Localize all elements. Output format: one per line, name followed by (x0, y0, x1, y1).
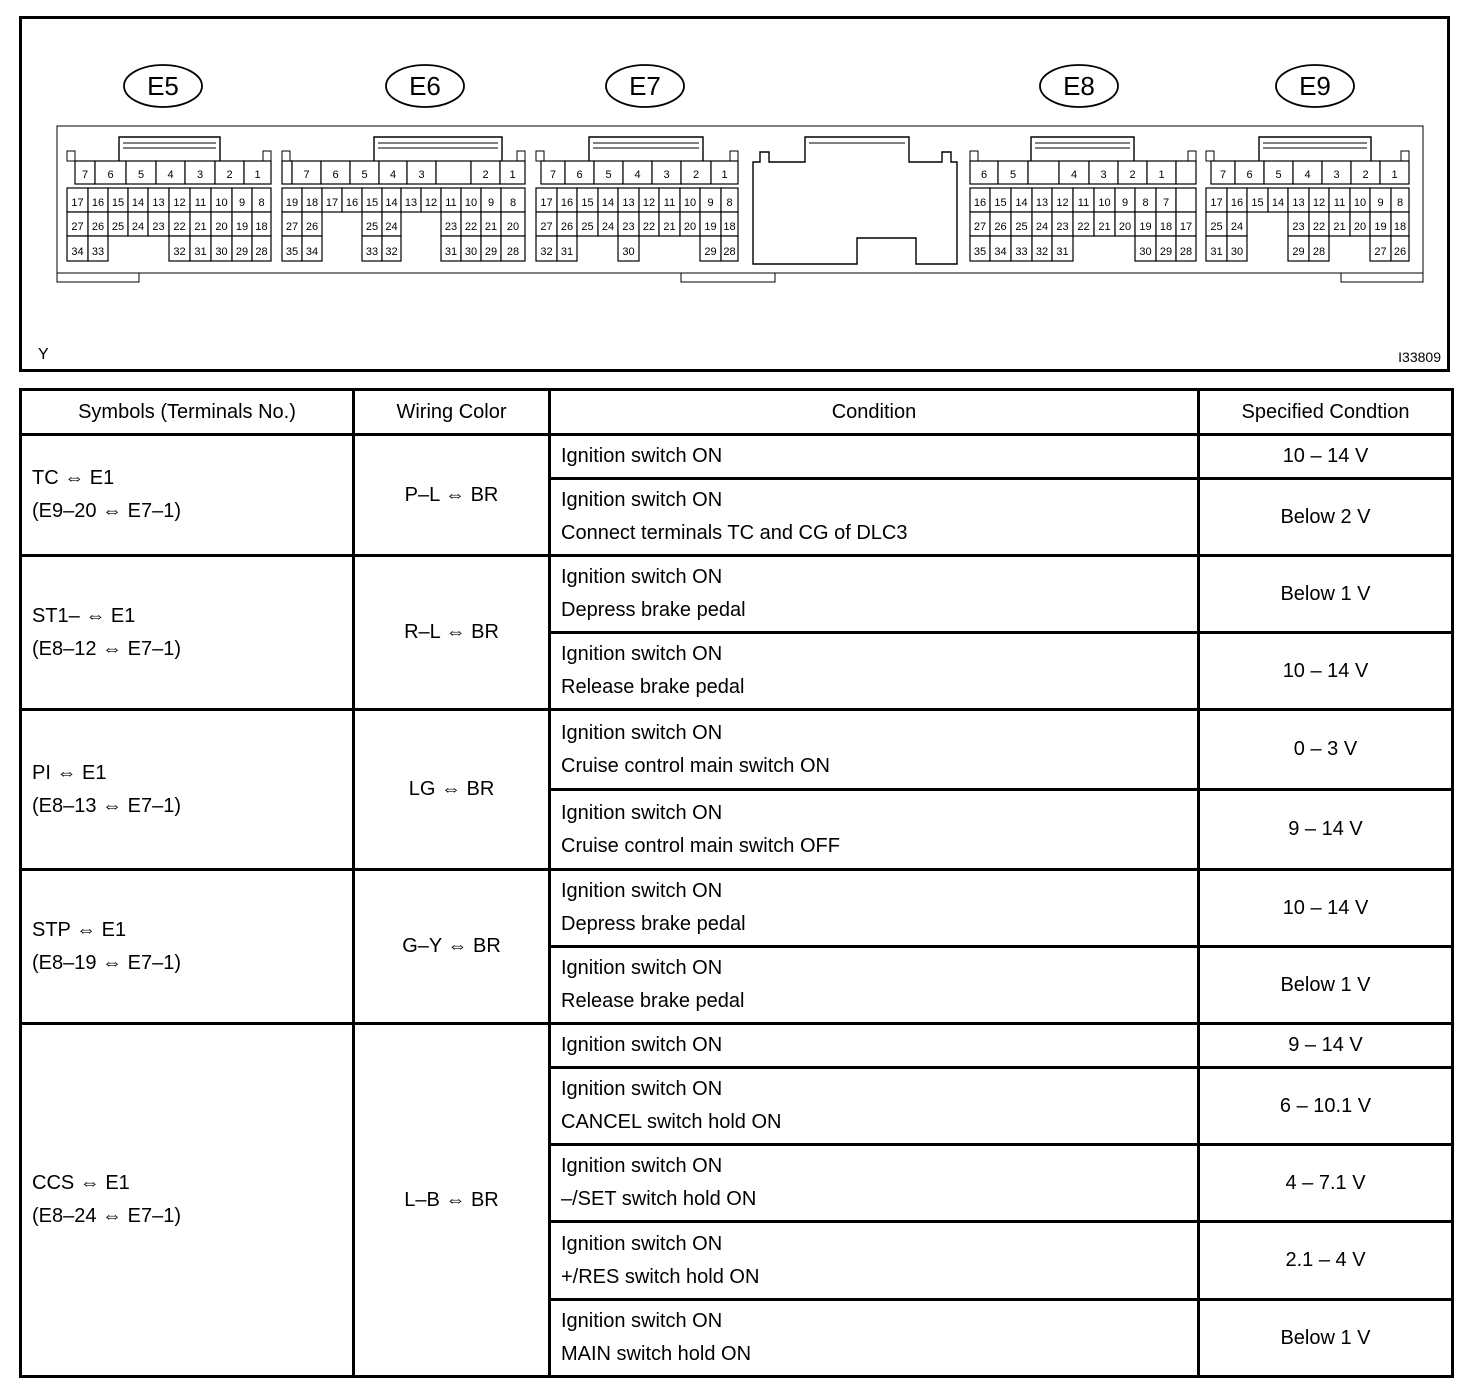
terminal-numbers: (E8–13 ⇔ E7–1) (32, 794, 181, 817)
terminal-number: 29 (484, 246, 498, 258)
terminal-cell (436, 161, 471, 184)
terminal-number: 3 (663, 169, 670, 181)
terminal-number: 21 (484, 221, 498, 233)
terminal-number: 6 (576, 169, 583, 181)
terminal-number: 16 (91, 197, 105, 209)
terminal-number: 19 (235, 221, 249, 233)
terminal-number: 11 (1333, 197, 1346, 209)
terminal-number: 33 (91, 246, 105, 258)
table-row (21, 556, 1453, 633)
terminal-number: 2 (482, 169, 489, 181)
condition-line: Cruise control main switch OFF (561, 834, 840, 857)
terminal-number: 25 (111, 221, 125, 233)
terminal-number: 5 (361, 169, 368, 181)
terminal-number: 8 (509, 197, 517, 209)
terminal-number: 13 (152, 197, 165, 209)
terminal-number: 25 (1015, 221, 1028, 233)
terminal-number: 22 (464, 221, 478, 233)
condition-line: Release brake pedal (561, 676, 745, 698)
specified-condition-cell: 10 – 14 V (1199, 633, 1453, 710)
terminal-number: 13 (1035, 197, 1049, 209)
terminal-number: 27 (71, 221, 84, 233)
condition-line: +/RES switch hold ON (561, 1265, 760, 1288)
terminal-number: 29 (235, 246, 249, 258)
terminal-number: 20 (1118, 221, 1132, 233)
terminal-number: 16 (560, 197, 574, 209)
terminal-number: 31 (444, 246, 458, 258)
figure-id: I33809 (1398, 349, 1441, 365)
terminal-number: 2 (1129, 169, 1136, 181)
terminal-number: 15 (365, 197, 379, 209)
symbol-cell (21, 710, 354, 870)
condition-line: MAIN switch hold ON (561, 1343, 752, 1365)
terminal-number: 28 (1179, 246, 1193, 258)
terminal-number: 18 (255, 221, 268, 233)
terminal-number: 4 (1070, 169, 1078, 181)
condition-line: Ignition switch ON (561, 1034, 723, 1056)
terminal-number: 16 (345, 197, 359, 209)
condition-line: Depress brake pedal (561, 599, 746, 621)
terminal-number: 20 (506, 221, 520, 233)
table-row (21, 710, 1453, 790)
terminal-number: 15 (111, 197, 125, 209)
terminal-number: 11 (1077, 197, 1090, 209)
condition-cell (550, 556, 1199, 633)
specified-condition-cell: Below 2 V (1199, 479, 1453, 556)
condition-line: Depress brake pedal (561, 913, 746, 935)
terminal-number: 24 (601, 221, 615, 233)
terminal-number: 10 (683, 197, 697, 209)
connector-ear (282, 151, 290, 161)
terminal-number: 1 (1158, 169, 1165, 181)
terminal-number: 26 (305, 221, 319, 233)
specified-condition-cell: 2.1 – 4 V (1199, 1222, 1453, 1300)
terminal-number: 11 (663, 197, 676, 209)
terminal-number: 8 (258, 197, 265, 209)
terminal-number: 26 (994, 221, 1007, 233)
symbol-cell (21, 870, 354, 1024)
terminal-number: 29 (1292, 246, 1305, 258)
terminal-number: 12 (424, 197, 438, 209)
specified-condition-cell: Below 1 V (1199, 556, 1453, 633)
condition-line: CANCEL switch hold ON (561, 1111, 782, 1133)
terminal-number: 26 (1393, 246, 1407, 258)
terminal-number: 25 (365, 221, 379, 233)
table-header-row (21, 390, 1453, 435)
terminal-number: 15 (994, 197, 1007, 209)
terminal-number: 13 (622, 197, 635, 209)
terminal-number: 5 (137, 169, 145, 181)
terminal-number: 30 (215, 246, 228, 258)
specified-condition-cell: 4 – 7.1 V (1199, 1145, 1453, 1222)
condition-line: Ignition switch ON (561, 721, 723, 744)
connector-bottom-tab (1341, 273, 1423, 282)
terminal-number: 24 (1230, 221, 1244, 233)
terminal-number: 10 (464, 197, 478, 209)
specified-condition-cell: 10 – 14 V (1199, 435, 1453, 479)
figure-corner-label: Y (38, 346, 49, 363)
terminal-numbers: (E9–20 ⇔ E7–1) (32, 500, 181, 522)
table-row (21, 1024, 1453, 1068)
terminal-number: 32 (1035, 246, 1049, 258)
terminal-number: 18 (1159, 221, 1173, 233)
terminal-number: 4 (634, 169, 641, 181)
specified-condition-cell: 10 – 14 V (1199, 870, 1453, 947)
terminal-number: 6 (332, 169, 339, 181)
terminal-number: 7 (81, 169, 89, 181)
specified-condition-cell: Below 1 V (1199, 1300, 1453, 1377)
terminal-number: 21 (663, 221, 676, 233)
condition-line: Ignition switch ON (561, 1155, 723, 1177)
terminal-number: 10 (215, 197, 228, 209)
terminal-number: 5 (605, 169, 612, 181)
condition-line: Ignition switch ON (561, 1232, 723, 1255)
header-wiring-color: Wiring Color (354, 390, 550, 435)
connector-latch (589, 137, 703, 161)
terminal-number: 9 (487, 197, 495, 209)
symbol-label: STP ⇔ E1 (32, 918, 127, 941)
terminal-number: 31 (560, 246, 574, 258)
terminal-number: 19 (1139, 221, 1152, 233)
terminal-numbers: (E8–19 ⇔ E7–1) (32, 951, 181, 974)
terminal-number: 34 (71, 246, 84, 258)
terminal-number: 23 (622, 221, 635, 233)
condition-cell (550, 710, 1199, 790)
condition-line: Ignition switch ON (561, 566, 723, 588)
condition-line: Ignition switch ON (561, 957, 723, 979)
terminal-number: 6 (107, 169, 114, 181)
terminal-number: 1 (721, 169, 728, 181)
terminal-number: 28 (1312, 246, 1326, 258)
condition-line: Ignition switch ON (561, 489, 723, 511)
terminal-number: 32 (385, 246, 398, 258)
terminal-number: 17 (540, 197, 553, 209)
terminal-number: 19 (704, 221, 717, 233)
terminal-number: 14 (131, 197, 145, 209)
terminal-number: 2 (226, 169, 233, 181)
condition-cell (550, 947, 1199, 1024)
terminal-number: 1 (254, 169, 261, 181)
condition-line: Ignition switch ON (561, 801, 723, 824)
wiring-color-cell: P–L ⇔ BR (354, 435, 550, 556)
condition-cell (550, 1222, 1199, 1300)
terminal-number: 4 (389, 169, 397, 181)
terminal-number: 5 (1275, 169, 1282, 181)
terminal-number: 5 (1009, 169, 1017, 181)
condition-cell (550, 1068, 1199, 1145)
connector-latch (1259, 137, 1371, 161)
terminal-number: 3 (196, 169, 204, 181)
terminal-number: 28 (506, 246, 520, 258)
condition-cell (550, 790, 1199, 870)
terminal-number: 9 (707, 197, 714, 209)
terminal-number: 7 (1219, 169, 1227, 181)
connector-ear (536, 151, 544, 161)
terminal-number: 21 (194, 221, 207, 233)
wiring-color-cell: L–B ⇔ BR (354, 1024, 550, 1377)
connector-ear (67, 151, 75, 161)
terminal-number: 18 (723, 221, 736, 233)
terminal-number: 21 (1098, 221, 1111, 233)
terminal-number: 24 (1035, 221, 1049, 233)
terminal-number: 30 (1230, 246, 1244, 258)
terminal-number: 27 (285, 221, 299, 233)
condition-line: Ignition switch ON (561, 445, 723, 467)
condition-line: –/SET switch hold ON (561, 1188, 757, 1210)
terminal-number: 16 (973, 197, 987, 209)
terminal-number: 30 (464, 246, 478, 258)
terminal-number: 14 (385, 197, 398, 209)
symbol-cell (21, 435, 354, 556)
specified-condition-cell: 6 – 10.1 V (1199, 1068, 1453, 1145)
terminal-cell (1176, 161, 1196, 184)
symbol-label: TC ⇔ E1 (32, 467, 115, 489)
terminal-number: 35 (973, 246, 987, 258)
terminal-number: 22 (642, 221, 656, 233)
terminal-number: 23 (152, 221, 165, 233)
terminal-number: 6 (1246, 169, 1253, 181)
terminal-number: 6 (980, 169, 988, 181)
condition-line: Ignition switch ON (561, 1078, 723, 1100)
connector-label: E5 (147, 71, 179, 101)
terminal-number: 27 (1374, 246, 1387, 258)
terminal-number: 24 (131, 221, 145, 233)
condition-cell (550, 479, 1199, 556)
terminal-number: 25 (581, 221, 594, 233)
empty-connector-housing (753, 137, 957, 264)
terminal-number: 31 (1210, 246, 1223, 258)
terminal-number: 14 (1271, 197, 1285, 209)
terminal-number: 30 (1139, 246, 1152, 258)
terminal-number: 2 (692, 169, 700, 181)
terminal-number: 15 (581, 197, 594, 209)
terminal-number: 31 (194, 246, 207, 258)
terminal-number: 8 (1396, 197, 1404, 209)
terminal-number: 21 (1333, 221, 1346, 233)
terminal-number: 26 (560, 221, 574, 233)
terminal-number: 8 (1142, 197, 1149, 209)
terminal-number: 10 (1353, 197, 1367, 209)
terminal-number: 15 (1251, 197, 1264, 209)
condition-cell (550, 1024, 1199, 1068)
terminal-number: 33 (365, 246, 379, 258)
connector-ear (970, 151, 978, 161)
condition-line: Ignition switch ON (561, 1310, 723, 1332)
condition-line: Ignition switch ON (561, 880, 723, 902)
terminal-number: 13 (404, 197, 418, 209)
table-row (21, 870, 1453, 947)
terminal-number: 14 (601, 197, 615, 209)
connector-label: E9 (1299, 71, 1331, 101)
terminal-number: 34 (994, 246, 1007, 258)
connector-diagram (19, 16, 1450, 372)
terminal-number: 20 (215, 221, 228, 233)
terminal-number: 32 (540, 246, 553, 258)
terminal-number: 31 (1056, 246, 1069, 258)
terminal-number: 9 (238, 197, 246, 209)
symbol-cell (21, 1024, 354, 1377)
terminal-number: 34 (305, 246, 319, 258)
terminal-number: 18 (1393, 221, 1407, 233)
condition-cell (550, 633, 1199, 710)
symbol-label: PI ⇔ E1 (32, 761, 107, 784)
connector-bottom-tab (681, 273, 775, 282)
terminal-number: 17 (71, 197, 84, 209)
connector-ear (1188, 151, 1196, 161)
terminal-numbers: (E8–24 ⇔ E7–1) (32, 1205, 181, 1227)
terminal-number: 22 (173, 221, 186, 233)
terminal-number: 11 (194, 197, 207, 209)
terminal-number: 28 (723, 246, 736, 258)
terminal-number: 4 (1304, 169, 1311, 181)
condition-line: Cruise control main switch ON (561, 754, 830, 777)
connector-ear (263, 151, 271, 161)
header-specified-condition: Specified Condtion (1199, 390, 1453, 435)
terminal-number: 12 (1312, 197, 1326, 209)
connector-drawing (19, 16, 1451, 373)
terminal-number: 23 (444, 221, 458, 233)
terminal-number: 29 (704, 246, 717, 258)
connector-ear (517, 151, 525, 161)
terminal-number: 17 (1179, 221, 1193, 233)
terminal-number: 33 (1015, 246, 1028, 258)
connector-latch (374, 137, 502, 161)
specified-condition-cell: 0 – 3 V (1199, 710, 1453, 790)
terminal-cell (1028, 161, 1059, 184)
condition-line: Connect terminals TC and CG of DLC3 (561, 522, 908, 544)
terminal-number: 30 (622, 246, 635, 258)
terminal-number: 17 (1210, 197, 1223, 209)
terminal-number: 24 (385, 221, 398, 233)
connector-latch (1031, 137, 1134, 161)
terminal-number: 32 (173, 246, 186, 258)
terminal-number: 23 (1056, 221, 1069, 233)
terminal-number: 25 (1210, 221, 1223, 233)
terminal-cell (282, 161, 292, 184)
terminal-number: 27 (540, 221, 553, 233)
terminal-number: 12 (1056, 197, 1069, 209)
terminal-number: 22 (1077, 221, 1090, 233)
condition-line: Release brake pedal (561, 990, 745, 1012)
terminal-number: 27 (973, 221, 987, 233)
wiring-color-cell: R–L ⇔ BR (354, 556, 550, 710)
terminal-number: 23 (1292, 221, 1305, 233)
terminal-number: 20 (1353, 221, 1367, 233)
condition-cell (550, 435, 1199, 479)
terminal-number: 4 (167, 169, 174, 181)
specified-condition-cell: Below 1 V (1199, 947, 1453, 1024)
terminal-number: 2 (1362, 169, 1369, 181)
connector-bottom-tab (57, 273, 139, 282)
terminal-number: 19 (285, 197, 299, 209)
header-condition: Condition (550, 390, 1199, 435)
terminal-number: 14 (1015, 197, 1028, 209)
wiring-color-cell: LG ⇔ BR (354, 710, 550, 870)
terminal-number: 18 (305, 197, 319, 209)
terminal-number: 13 (1292, 197, 1305, 209)
connector-latch (119, 137, 220, 161)
connector-ear (730, 151, 738, 161)
header-symbols: Symbols (Terminals No.) (21, 390, 354, 435)
terminal-number: 10 (1098, 197, 1111, 209)
condition-cell (550, 1145, 1199, 1222)
wiring-color-cell: G–Y ⇔ BR (354, 870, 550, 1024)
connector-label: E7 (629, 71, 661, 101)
terminal-number: 1 (1391, 169, 1398, 181)
terminal-voltage-table (19, 388, 1454, 1378)
specified-condition-cell: 9 – 14 V (1199, 1024, 1453, 1068)
terminal-number: 28 (255, 246, 268, 258)
terminal-number: 12 (173, 197, 186, 209)
terminal-number: 20 (683, 221, 697, 233)
terminal-number: 3 (1333, 169, 1340, 181)
symbol-cell (21, 556, 354, 710)
symbol-label: ST1– ⇔ E1 (32, 604, 136, 627)
terminal-number: 7 (549, 169, 557, 181)
terminal-number: 17 (325, 197, 339, 209)
terminal-number: 7 (303, 169, 310, 181)
condition-cell (550, 870, 1199, 947)
table-row (21, 435, 1453, 479)
terminal-number: 8 (726, 197, 733, 209)
terminal-number: 12 (642, 197, 656, 209)
terminal-number: 19 (1374, 221, 1387, 233)
terminal-number: 22 (1312, 221, 1326, 233)
terminal-number: 1 (509, 169, 516, 181)
terminal-number: 9 (1121, 197, 1129, 209)
terminal-number: 26 (91, 221, 105, 233)
terminal-number: 3 (418, 169, 425, 181)
terminal-number: 16 (1230, 197, 1244, 209)
connector-label: E8 (1063, 71, 1095, 101)
terminal-number: 35 (285, 246, 299, 258)
terminal-cell (1176, 188, 1196, 212)
specified-condition-cell: 9 – 14 V (1199, 790, 1453, 870)
condition-cell (550, 1300, 1199, 1377)
terminal-number: 3 (1100, 169, 1107, 181)
connector-ear (1401, 151, 1409, 161)
terminal-number: 29 (1159, 246, 1173, 258)
symbol-label: CCS ⇔ E1 (32, 1172, 130, 1194)
connector-ear (1206, 151, 1214, 161)
terminal-number: 7 (1162, 197, 1170, 209)
terminal-numbers: (E8–12 ⇔ E7–1) (32, 637, 181, 660)
terminal-number: 11 (445, 197, 457, 209)
terminal-number: 9 (1377, 197, 1384, 209)
condition-line: Ignition switch ON (561, 643, 723, 665)
connector-label: E6 (409, 71, 441, 101)
